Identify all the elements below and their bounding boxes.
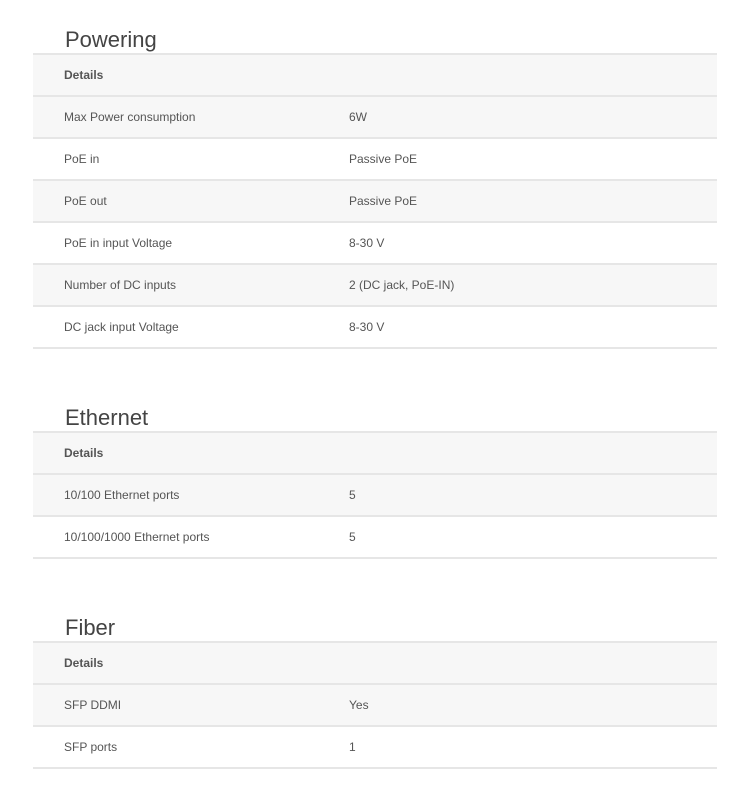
spec-value: 1	[349, 726, 717, 768]
table-row	[33, 264, 717, 306]
section-title: Ethernet	[65, 405, 149, 430]
table-header-empty	[349, 432, 717, 474]
spec-label: 10/100 Ethernet ports	[33, 474, 349, 516]
spec-table	[33, 53, 717, 349]
table-header-row	[33, 54, 717, 96]
spec-value: 8-30 V	[349, 306, 717, 348]
table-row	[33, 516, 717, 558]
table-header-details: Details	[33, 432, 349, 474]
table-row	[33, 726, 717, 768]
spec-value: Passive PoE	[349, 138, 717, 180]
spec-value: 6W	[349, 96, 717, 138]
spec-label: Number of DC inputs	[33, 264, 349, 306]
spec-label: PoE out	[33, 180, 349, 222]
spec-value: Passive PoE	[349, 180, 717, 222]
table-header-row	[33, 642, 717, 684]
spec-label: PoE in input Voltage	[33, 222, 349, 264]
spec-table	[33, 431, 717, 559]
spec-value: Yes	[349, 684, 717, 726]
spec-label: PoE in	[33, 138, 349, 180]
table-header-details: Details	[33, 642, 349, 684]
section-title: Fiber	[65, 615, 116, 640]
spec-label: DC jack input Voltage	[33, 306, 349, 348]
table-row	[33, 96, 717, 138]
section-title: Powering	[65, 27, 157, 52]
spec-value: 2 (DC jack, PoE-IN)	[349, 264, 717, 306]
table-row	[33, 474, 717, 516]
spec-label: Max Power consumption	[33, 96, 349, 138]
spec-label: SFP ports	[33, 726, 349, 768]
table-row	[33, 684, 717, 726]
table-row	[33, 306, 717, 348]
spec-label: 10/100/1000 Ethernet ports	[33, 516, 349, 558]
spec-value: 5	[349, 474, 717, 516]
table-header-details: Details	[33, 54, 349, 96]
table-row	[33, 180, 717, 222]
spec-value: 8-30 V	[349, 222, 717, 264]
table-header-row	[33, 432, 717, 474]
table-row	[33, 138, 717, 180]
spec-value: 5	[349, 516, 717, 558]
table-row	[33, 222, 717, 264]
spec-label: SFP DDMI	[33, 684, 349, 726]
spec-table	[33, 641, 717, 769]
table-header-empty	[349, 54, 717, 96]
table-header-empty	[349, 642, 717, 684]
